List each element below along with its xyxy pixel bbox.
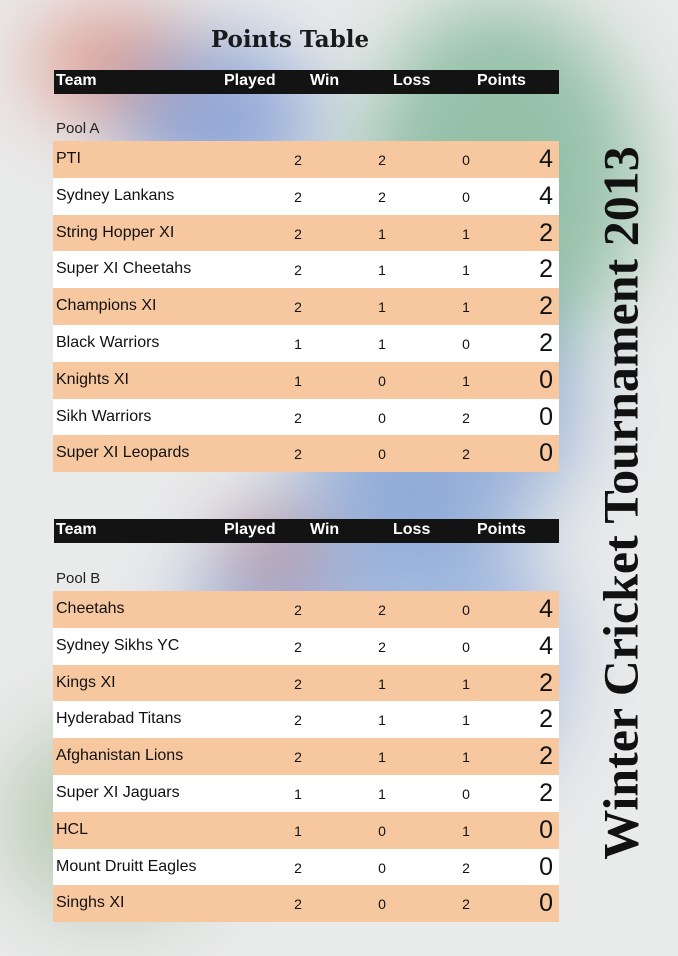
team-name: Black Warriors	[56, 333, 160, 351]
pool-b-label: Pool B	[56, 570, 101, 587]
loss-value: 1	[462, 749, 470, 766]
col-played-header: Played	[224, 72, 276, 89]
win-value: 0	[378, 896, 386, 913]
loss-value: 1	[462, 225, 470, 242]
played-value: 2	[294, 446, 302, 463]
points-value: 2	[539, 742, 553, 771]
played-value: 2	[294, 409, 302, 426]
points-value: 0	[539, 402, 553, 431]
page-title: Points Table	[210, 26, 370, 53]
table-row	[53, 775, 559, 812]
win-value: 1	[378, 785, 386, 802]
team-name: Super XI Cheetahs	[56, 260, 192, 278]
loss-value: 1	[462, 712, 470, 729]
win-value: 1	[378, 749, 386, 766]
table-row	[53, 665, 559, 702]
points-value: 2	[539, 292, 553, 321]
win-value: 0	[378, 859, 386, 876]
team-name: Sikh Warriors	[56, 407, 152, 425]
pool-b-header-row	[54, 519, 559, 543]
loss-value: 0	[462, 638, 470, 655]
team-name: Super XI Jaguars	[56, 783, 180, 801]
win-value: 2	[378, 152, 386, 168]
points-value: 4	[539, 595, 553, 623]
tournament-title-text: Winter Cricket Tournament 2013	[593, 146, 649, 860]
loss-value: 1	[462, 675, 470, 692]
table-row	[53, 288, 559, 325]
pool-b-table	[53, 591, 559, 922]
team-name: Mount Druitt Eagles	[56, 857, 197, 875]
pool-a-table	[53, 141, 559, 472]
loss-value: 0	[462, 335, 470, 352]
table-row	[53, 738, 559, 775]
win-value: 2	[378, 602, 386, 618]
played-value: 2	[294, 749, 302, 766]
table-row	[53, 849, 559, 886]
team-name: Hyderabad Titans	[56, 710, 182, 728]
win-value: 0	[378, 822, 386, 839]
loss-value: 2	[462, 859, 470, 876]
loss-value: 0	[462, 602, 470, 618]
loss-value: 0	[462, 152, 470, 168]
win-value: 1	[378, 712, 386, 729]
played-value: 1	[294, 785, 302, 802]
table-row	[53, 251, 559, 288]
win-value: 1	[378, 225, 386, 242]
win-value: 1	[378, 335, 386, 352]
table-row	[53, 399, 559, 436]
table-row	[53, 215, 559, 252]
loss-value: 2	[462, 896, 470, 913]
points-value: 2	[539, 328, 553, 357]
win-value: 0	[378, 409, 386, 426]
table-row	[53, 628, 559, 665]
table-row	[53, 325, 559, 362]
win-value: 1	[378, 299, 386, 316]
played-value: 2	[294, 859, 302, 876]
pool-a-header-row	[54, 70, 559, 94]
table-row	[53, 885, 559, 922]
win-value: 2	[378, 188, 386, 205]
points-value: 0	[539, 365, 553, 394]
points-value: 0	[539, 889, 553, 918]
played-value: 1	[294, 822, 302, 839]
points-value: 4	[539, 181, 553, 210]
tournament-title	[571, 113, 671, 893]
table-row	[53, 362, 559, 399]
team-name: Champions XI	[56, 297, 157, 315]
win-value: 0	[378, 446, 386, 463]
played-value: 2	[294, 675, 302, 692]
pool-a-label: Pool A	[56, 120, 100, 137]
col-loss-header: Loss	[393, 521, 431, 538]
played-value: 2	[294, 225, 302, 242]
team-name: Afghanistan Lions	[56, 747, 184, 765]
team-name: Cheetahs	[56, 600, 125, 617]
win-value: 2	[378, 638, 386, 655]
played-value: 2	[294, 188, 302, 205]
played-value: 2	[294, 262, 302, 279]
col-team-header: Team	[56, 72, 97, 89]
loss-value: 1	[462, 299, 470, 316]
played-value: 2	[294, 896, 302, 913]
loss-value: 1	[462, 262, 470, 279]
points-value: 4	[539, 145, 553, 173]
points-value: 0	[539, 815, 553, 844]
loss-value: 0	[462, 785, 470, 802]
table-row	[53, 178, 559, 215]
team-name: Sydney Lankans	[56, 186, 175, 204]
played-value: 2	[294, 602, 302, 618]
team-name: Knights XI	[56, 370, 129, 388]
points-value: 0	[539, 852, 553, 881]
team-name: Kings XI	[56, 673, 116, 691]
team-name: Super XI Leopards	[56, 444, 190, 462]
team-name: PTI	[56, 150, 81, 167]
team-name: HCL	[56, 820, 89, 838]
col-loss-header: Loss	[393, 72, 431, 89]
loss-value: 0	[462, 188, 470, 205]
team-name: String Hopper XI	[56, 223, 175, 241]
col-win-header: Win	[310, 72, 340, 89]
points-value: 0	[539, 439, 553, 468]
played-value: 2	[294, 638, 302, 655]
loss-value: 2	[462, 409, 470, 426]
played-value: 2	[294, 712, 302, 729]
played-value: 2	[294, 152, 302, 168]
table-row	[53, 591, 559, 628]
team-name: Singhs XI	[56, 894, 125, 912]
played-value: 1	[294, 372, 302, 389]
col-points-header: Points	[477, 72, 526, 89]
points-value: 2	[539, 218, 553, 247]
points-value: 2	[539, 778, 553, 807]
team-name: Sydney Sikhs YC	[56, 636, 180, 654]
table-row	[53, 141, 559, 178]
loss-value: 2	[462, 446, 470, 463]
col-team-header: Team	[56, 521, 97, 538]
played-value: 2	[294, 299, 302, 316]
points-value: 2	[539, 668, 553, 697]
table-row	[53, 435, 559, 472]
col-win-header: Win	[310, 521, 340, 538]
win-value: 0	[378, 372, 386, 389]
win-value: 1	[378, 262, 386, 279]
table-row	[53, 701, 559, 738]
loss-value: 1	[462, 822, 470, 839]
table-row	[53, 812, 559, 849]
points-value: 2	[539, 705, 553, 734]
points-value: 2	[539, 255, 553, 284]
played-value: 1	[294, 335, 302, 352]
col-played-header: Played	[224, 521, 276, 538]
points-value: 4	[539, 631, 553, 660]
win-value: 1	[378, 675, 386, 692]
loss-value: 1	[462, 372, 470, 389]
col-points-header: Points	[477, 521, 526, 538]
